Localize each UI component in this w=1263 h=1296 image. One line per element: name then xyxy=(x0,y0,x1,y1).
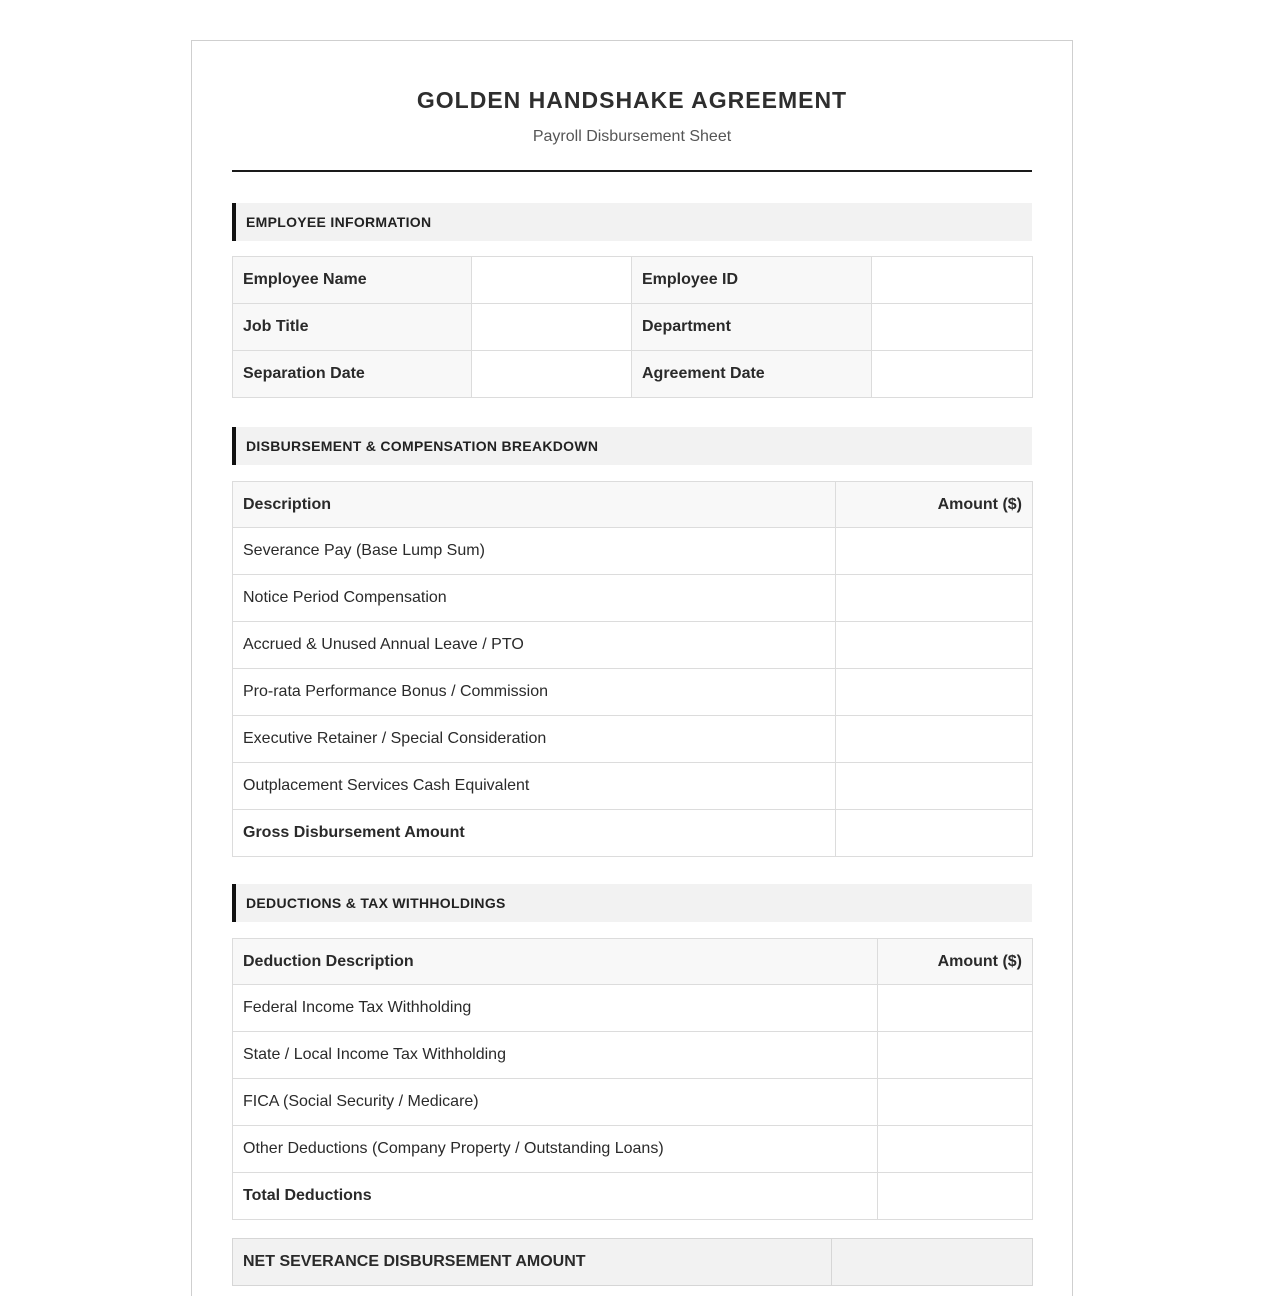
employee-info-table xyxy=(232,256,1033,398)
section-heading-employee-information: EMPLOYEE INFORMATION xyxy=(232,203,1032,241)
column-header-deduction-description: Deduction Description xyxy=(233,939,878,985)
line-item-description: Accrued & Unused Annual Leave / PTO xyxy=(233,622,836,669)
document-sheet xyxy=(191,40,1073,1296)
line-item-description: Severance Pay (Base Lump Sum) xyxy=(233,528,836,575)
line-item-description: Outplacement Services Cash Equivalent xyxy=(233,763,836,810)
employee-name-field[interactable] xyxy=(472,257,632,304)
table-row xyxy=(233,763,1033,810)
table-row xyxy=(233,575,1033,622)
net-disbursement-label: NET SEVERANCE DISBURSEMENT AMOUNT xyxy=(233,1239,832,1286)
line-item-description: Federal Income Tax Withholding xyxy=(233,985,878,1032)
net-disbursement-table xyxy=(232,1238,1033,1286)
amount-field[interactable] xyxy=(836,669,1033,716)
amount-field[interactable] xyxy=(836,528,1033,575)
column-header-amount: Amount ($) xyxy=(836,482,1033,528)
agreement-date-field[interactable] xyxy=(872,351,1033,398)
section-heading-deductions: DEDUCTIONS & TAX WITHHOLDINGS xyxy=(232,884,1032,922)
separation-date-field[interactable] xyxy=(472,351,632,398)
line-item-description: Executive Retainer / Special Consideration xyxy=(233,716,836,763)
table-row xyxy=(233,669,1033,716)
column-header-description: Description xyxy=(233,482,836,528)
total-row xyxy=(233,1173,1033,1220)
field-label: Employee ID xyxy=(632,257,872,304)
amount-field[interactable] xyxy=(878,1032,1033,1079)
total-row xyxy=(233,810,1033,857)
table-row xyxy=(233,1126,1033,1173)
field-label: Agreement Date xyxy=(632,351,872,398)
deductions-table xyxy=(232,938,1033,1220)
table-row xyxy=(233,716,1033,763)
table-header-row xyxy=(233,482,1033,528)
amount-field[interactable] xyxy=(878,985,1033,1032)
line-item-description: FICA (Social Security / Medicare) xyxy=(233,1079,878,1126)
title-divider xyxy=(232,170,1032,172)
line-item-description: Notice Period Compensation xyxy=(233,575,836,622)
amount-field[interactable] xyxy=(836,716,1033,763)
amount-field[interactable] xyxy=(836,575,1033,622)
document-title: GOLDEN HANDSHAKE AGREEMENT xyxy=(416,87,848,113)
table-row xyxy=(233,1079,1033,1126)
line-item-description: Other Deductions (Company Property / Outstanding Loans) xyxy=(233,1126,878,1173)
total-deductions-amount-field[interactable] xyxy=(878,1173,1033,1220)
department-field[interactable] xyxy=(872,304,1033,351)
employee-id-field[interactable] xyxy=(872,257,1033,304)
gross-disbursement-label: Gross Disbursement Amount xyxy=(233,810,836,857)
table-row xyxy=(233,304,1033,351)
table-row xyxy=(233,1032,1033,1079)
column-header-amount: Amount ($) xyxy=(878,939,1033,985)
total-deductions-label: Total Deductions xyxy=(233,1173,878,1220)
net-row xyxy=(233,1239,1033,1286)
sheet-content xyxy=(232,41,1032,1296)
line-item-description: State / Local Income Tax Withholding xyxy=(233,1032,878,1079)
field-label: Department xyxy=(632,304,872,351)
net-disbursement-amount-field[interactable] xyxy=(832,1239,1033,1286)
amount-field[interactable] xyxy=(836,622,1033,669)
section-heading-disbursement: DISBURSEMENT & COMPENSATION BREAKDOWN xyxy=(232,427,1032,465)
table-row xyxy=(233,985,1033,1032)
job-title-field[interactable] xyxy=(472,304,632,351)
table-row xyxy=(233,351,1033,398)
table-row xyxy=(233,257,1033,304)
gross-disbursement-amount-field[interactable] xyxy=(836,810,1033,857)
field-label: Employee Name xyxy=(233,257,472,304)
table-row xyxy=(233,622,1033,669)
line-item-description: Pro-rata Performance Bonus / Commission xyxy=(233,669,836,716)
amount-field[interactable] xyxy=(836,763,1033,810)
table-header-row xyxy=(233,939,1033,985)
table-row xyxy=(233,528,1033,575)
field-label: Job Title xyxy=(233,304,472,351)
field-label: Separation Date xyxy=(233,351,472,398)
amount-field[interactable] xyxy=(878,1126,1033,1173)
document-subtitle: Payroll Disbursement Sheet xyxy=(532,128,732,145)
disbursement-table xyxy=(232,481,1033,857)
amount-field[interactable] xyxy=(878,1079,1033,1126)
